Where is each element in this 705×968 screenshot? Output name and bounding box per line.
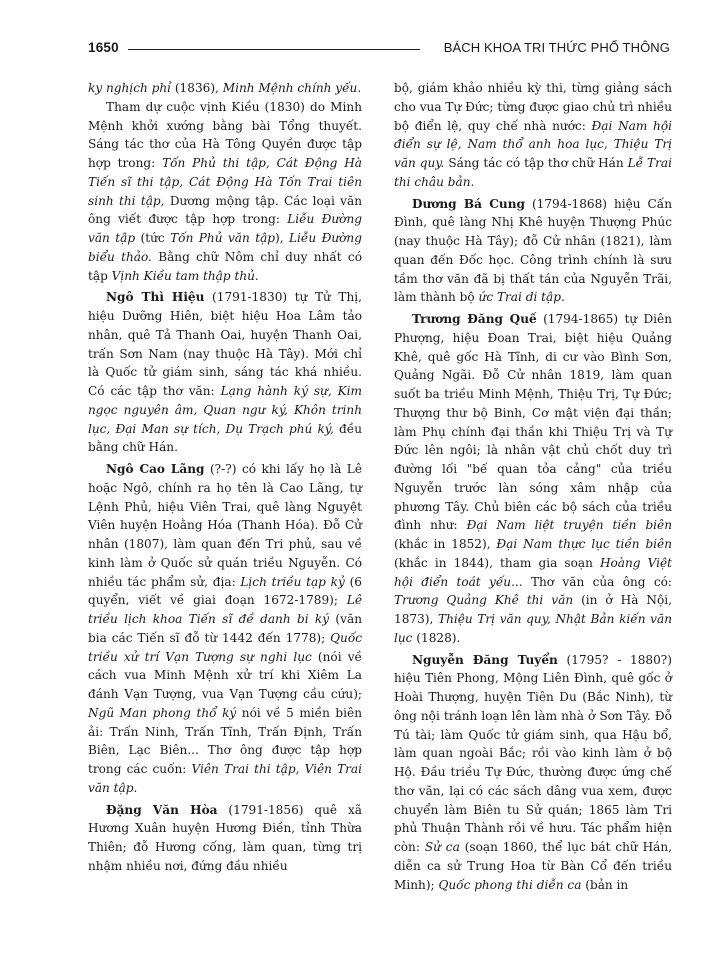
text-run: (1795? - 1880?) hiệu Tiên Phong, Mộng Liên Đình, quê gốc ở Hoài Thượng, huyện Tiên Du (Bắc Ninh), từ ông nội tránh loạn lên làm nhà ở Sơn Tây. Đỗ Tú tài; làm Quốc tử giám sinh, qua Hậu bổ, làm quan ngoài Bắc; rồi vào kinh làm ở bộ Hộ. Đầu triều Tự Đức, thường được ứng chế thơ văn, lại có các sách dâng vua xem, được chuyển làm Biên tu Sử quán; 1865 làm Tri phủ Thuận Thành rồi về hưu. Tác phẩm hiện còn: (394, 652, 672, 854)
text-run: Tham dự cuộc vịnh Kiều (1830) do Minh Mệnh khởi xướng bằng bài Tổng thuyết. Sáng tác thơ của Hà Tông Quyền được tập hợp trong: (88, 99, 362, 170)
paragraph (394, 651, 672, 895)
text-run: (văn bia các Tiến sĩ đỗ từ 1442 đến 1778); (88, 612, 362, 645)
work-title: Lạng hành ký sự, Kim ngọc nguyên âm, Quan ngư ký, Khôn trinh lục, Đại Man sự tích, Dụ Trạch phú ký, (88, 384, 362, 436)
work-title: Đại Nam hội điển sự lệ, Nam thổ anh hoa lục, Thiệu Trị văn quy. (394, 118, 672, 170)
text-run: Sáng tác có tập thơ chữ Hán (444, 156, 628, 170)
work-title: Quốc triều xử trí Vạn Tượng sự nghi lục (88, 630, 362, 664)
text-run: bộ, giám khảo nhiều kỳ thi, từng giảng sách cho vua Tự Đức; từng được giao chủ trì nhiều bộ điển lệ, quy chế nhà nước: (394, 81, 672, 133)
entry-name: Ngô Thì Hiệu (106, 290, 205, 305)
header-rule (128, 49, 420, 50)
entry-name: Dương Bá Cung (412, 196, 525, 211)
text-run: (in ở Hà Nội, 1873), (394, 593, 672, 626)
work-title: Đại Nam thực lục tiền biên (496, 537, 672, 551)
work-title: Viên Trai thi tập, Viên Trai văn tập. (88, 762, 362, 795)
work-title: Đại Nam liệt truyện tiền biên (466, 518, 672, 533)
work-title: Lễ Trai thi châu bản. (394, 156, 672, 189)
text-run: ), (275, 231, 290, 245)
work-title: Lịch triều tạp kỷ (240, 574, 345, 589)
text-run: (1828). (412, 630, 461, 645)
paragraph (394, 195, 672, 308)
work-title: Ngũ Man phong thổ ký (88, 705, 237, 720)
paragraph (88, 460, 362, 798)
work-title: Tốn Phủ văn tập (170, 231, 276, 245)
running-title: BÁCH KHOA TRI THỨC PHỔ THÔNG (443, 40, 670, 55)
text-run: đều bằng chữ Hán. (88, 421, 362, 455)
text-run: (6 quyển, viết về giai đoạn 1672-1789); (88, 574, 362, 608)
paragraph (88, 288, 362, 457)
work-title: Minh Mệnh chính yếu (222, 81, 358, 95)
text-run: (1794-1868) hiệu Cấn Đình, quê làng Nhị Khê huyện Thượng Phúc (nay thuộc Hà Tây); đỗ Cử nhân (1821), làm quan đến Đốc học. Công trình chính là sưu tầm thơ văn đã bị thất tán của Nguyễn Trãi, làm thành bộ (394, 196, 672, 305)
text-run: (khắc in 1852), (394, 537, 497, 551)
text-run: (nói về cách vua Minh Mệnh xử trí khi Xiêm La đánh Vạn Tượng, vua Vạn Tượng cầu cứu); (88, 649, 362, 701)
text-run: . (357, 81, 362, 95)
text-run: (soạn 1860, thể lục bát chữ Hán, diễn ca sử Trung Hoa từ Bàn Cổ đến triều Minh); (394, 840, 673, 892)
page-header (88, 40, 670, 62)
entry-name: Nguyễn Đăng Tuyển (412, 652, 558, 667)
page-number: 1650 (88, 40, 119, 55)
paragraph (88, 801, 362, 876)
text-run: (1836), (171, 81, 223, 95)
work-title: ức Trai di tập. (478, 290, 565, 305)
paragraph (88, 98, 362, 286)
work-title: Quốc phong thi diễn ca (438, 877, 582, 892)
text-run: (khắc in 1844), tham gia soạn (394, 555, 600, 570)
text-run: Bằng chữ Nôm chỉ duy nhất có tập (88, 249, 362, 283)
entry-name: Ngô Cao Lãng (106, 462, 205, 476)
text-run: (tức (135, 231, 171, 245)
work-title: Liễu Đường biểu thảo. (88, 231, 362, 264)
text-run: Thơ văn của ông có: (522, 574, 672, 589)
entry-name: Trương Đăng Quế (412, 312, 537, 326)
text-run: (1791-1830) tự Tử Thị, hiệu Dưỡng Hiên, biệt hiệu Hoa Lâm tảo nhân, quê Tả Thanh Oai, huyện Thanh Oai, trấn Sơn Nam (nay thuộc Hà Tây). Mới chỉ là Quốc tử giám sinh, sáng tác khá nhiều. Có các tập thơ văn: (88, 290, 362, 398)
paragraph (394, 310, 672, 648)
left-column (88, 79, 362, 876)
work-title: Thiệu Trị văn quy, Nhật Bản kiến văn lục (394, 612, 672, 645)
work-title: Sử ca (424, 840, 460, 854)
paragraph (394, 79, 672, 192)
work-title: Vịnh Kiều tam thập thủ. (111, 268, 259, 283)
text-run: Dương mộng tập. Các loại văn ông viết được tập hợp trong: (88, 193, 363, 227)
work-title: ky nghịch phỉ (88, 81, 171, 95)
text-run: nói về 5 miền biên ải: Trấn Ninh, Trấn Tĩnh, Trấn Định, Trấn Biên, Lạc Biên... Thơ ông được tập hợp trong các cuốn: (88, 705, 362, 776)
entry-name: Đặng Văn Hòa (106, 802, 218, 817)
work-title: Hoàng Việt hội điển toát yếu... (394, 555, 672, 589)
text-run: (1794-1865) tự Diên Phượng, hiệu Đoan Trai, biệt hiệu Quảng Khê, quê gốc Hà Tĩnh, di cư vào Bình Sơn, Quảng Ngãi. Đỗ Cử nhân 1819, làm quan suốt ba triều Minh Mệnh, Thiệu Trị, Tự Đức; Thượng thư bộ Binh, Cơ mật viện đại thần; làm Phụ chính đại thần khi Thiệu Trị và Tự Đức lên ngôi; là nhân vật chủ chốt duy trì đường lối "bế quan tỏa cảng" của triều Nguyễn trước làn sóng xâm nhập của phương Tây. Chủ biên các bộ sách của triều đình như: (394, 312, 672, 533)
work-title: Tốn Phủ thi tập, Cát Động Hà Tiến sĩ thi tập, Cát Động Hà Tốn Trai tiên sinh thi tập, (88, 156, 362, 208)
text-run: (1791-1856) quê xã Hương Xuân huyện Hương Điền, tỉnh Thừa Thiên; đỗ Hương cống, làm quan, từng trị nhậm nhiều nơi, đứng đầu nhiều (88, 802, 362, 873)
work-title: Lê triều lịch khoa Tiến sĩ đề danh bi ký (88, 593, 362, 626)
work-title: Trương Quảng Khê thi văn (394, 593, 574, 608)
text-run: (bản in (581, 877, 629, 892)
right-column (394, 79, 672, 894)
paragraph (88, 79, 362, 98)
work-title: Liễu Đường văn tập (88, 212, 362, 245)
text-run: (?-?) có khi lấy họ là Lê hoặc Ngô, chính ra họ tên là Cao Lãng, tự Lệnh Phủ, hiệu Viên Trai, quê làng Nguyệt Viên huyện Hoằng Hóa (Thanh Hóa). Đỗ Cử nhân (1807), làm quan đến Tri phủ, sau về kinh làm ở Quốc sử quán triều Nguyễn. Có nhiều tác phẩm sử, địa: (88, 462, 362, 589)
